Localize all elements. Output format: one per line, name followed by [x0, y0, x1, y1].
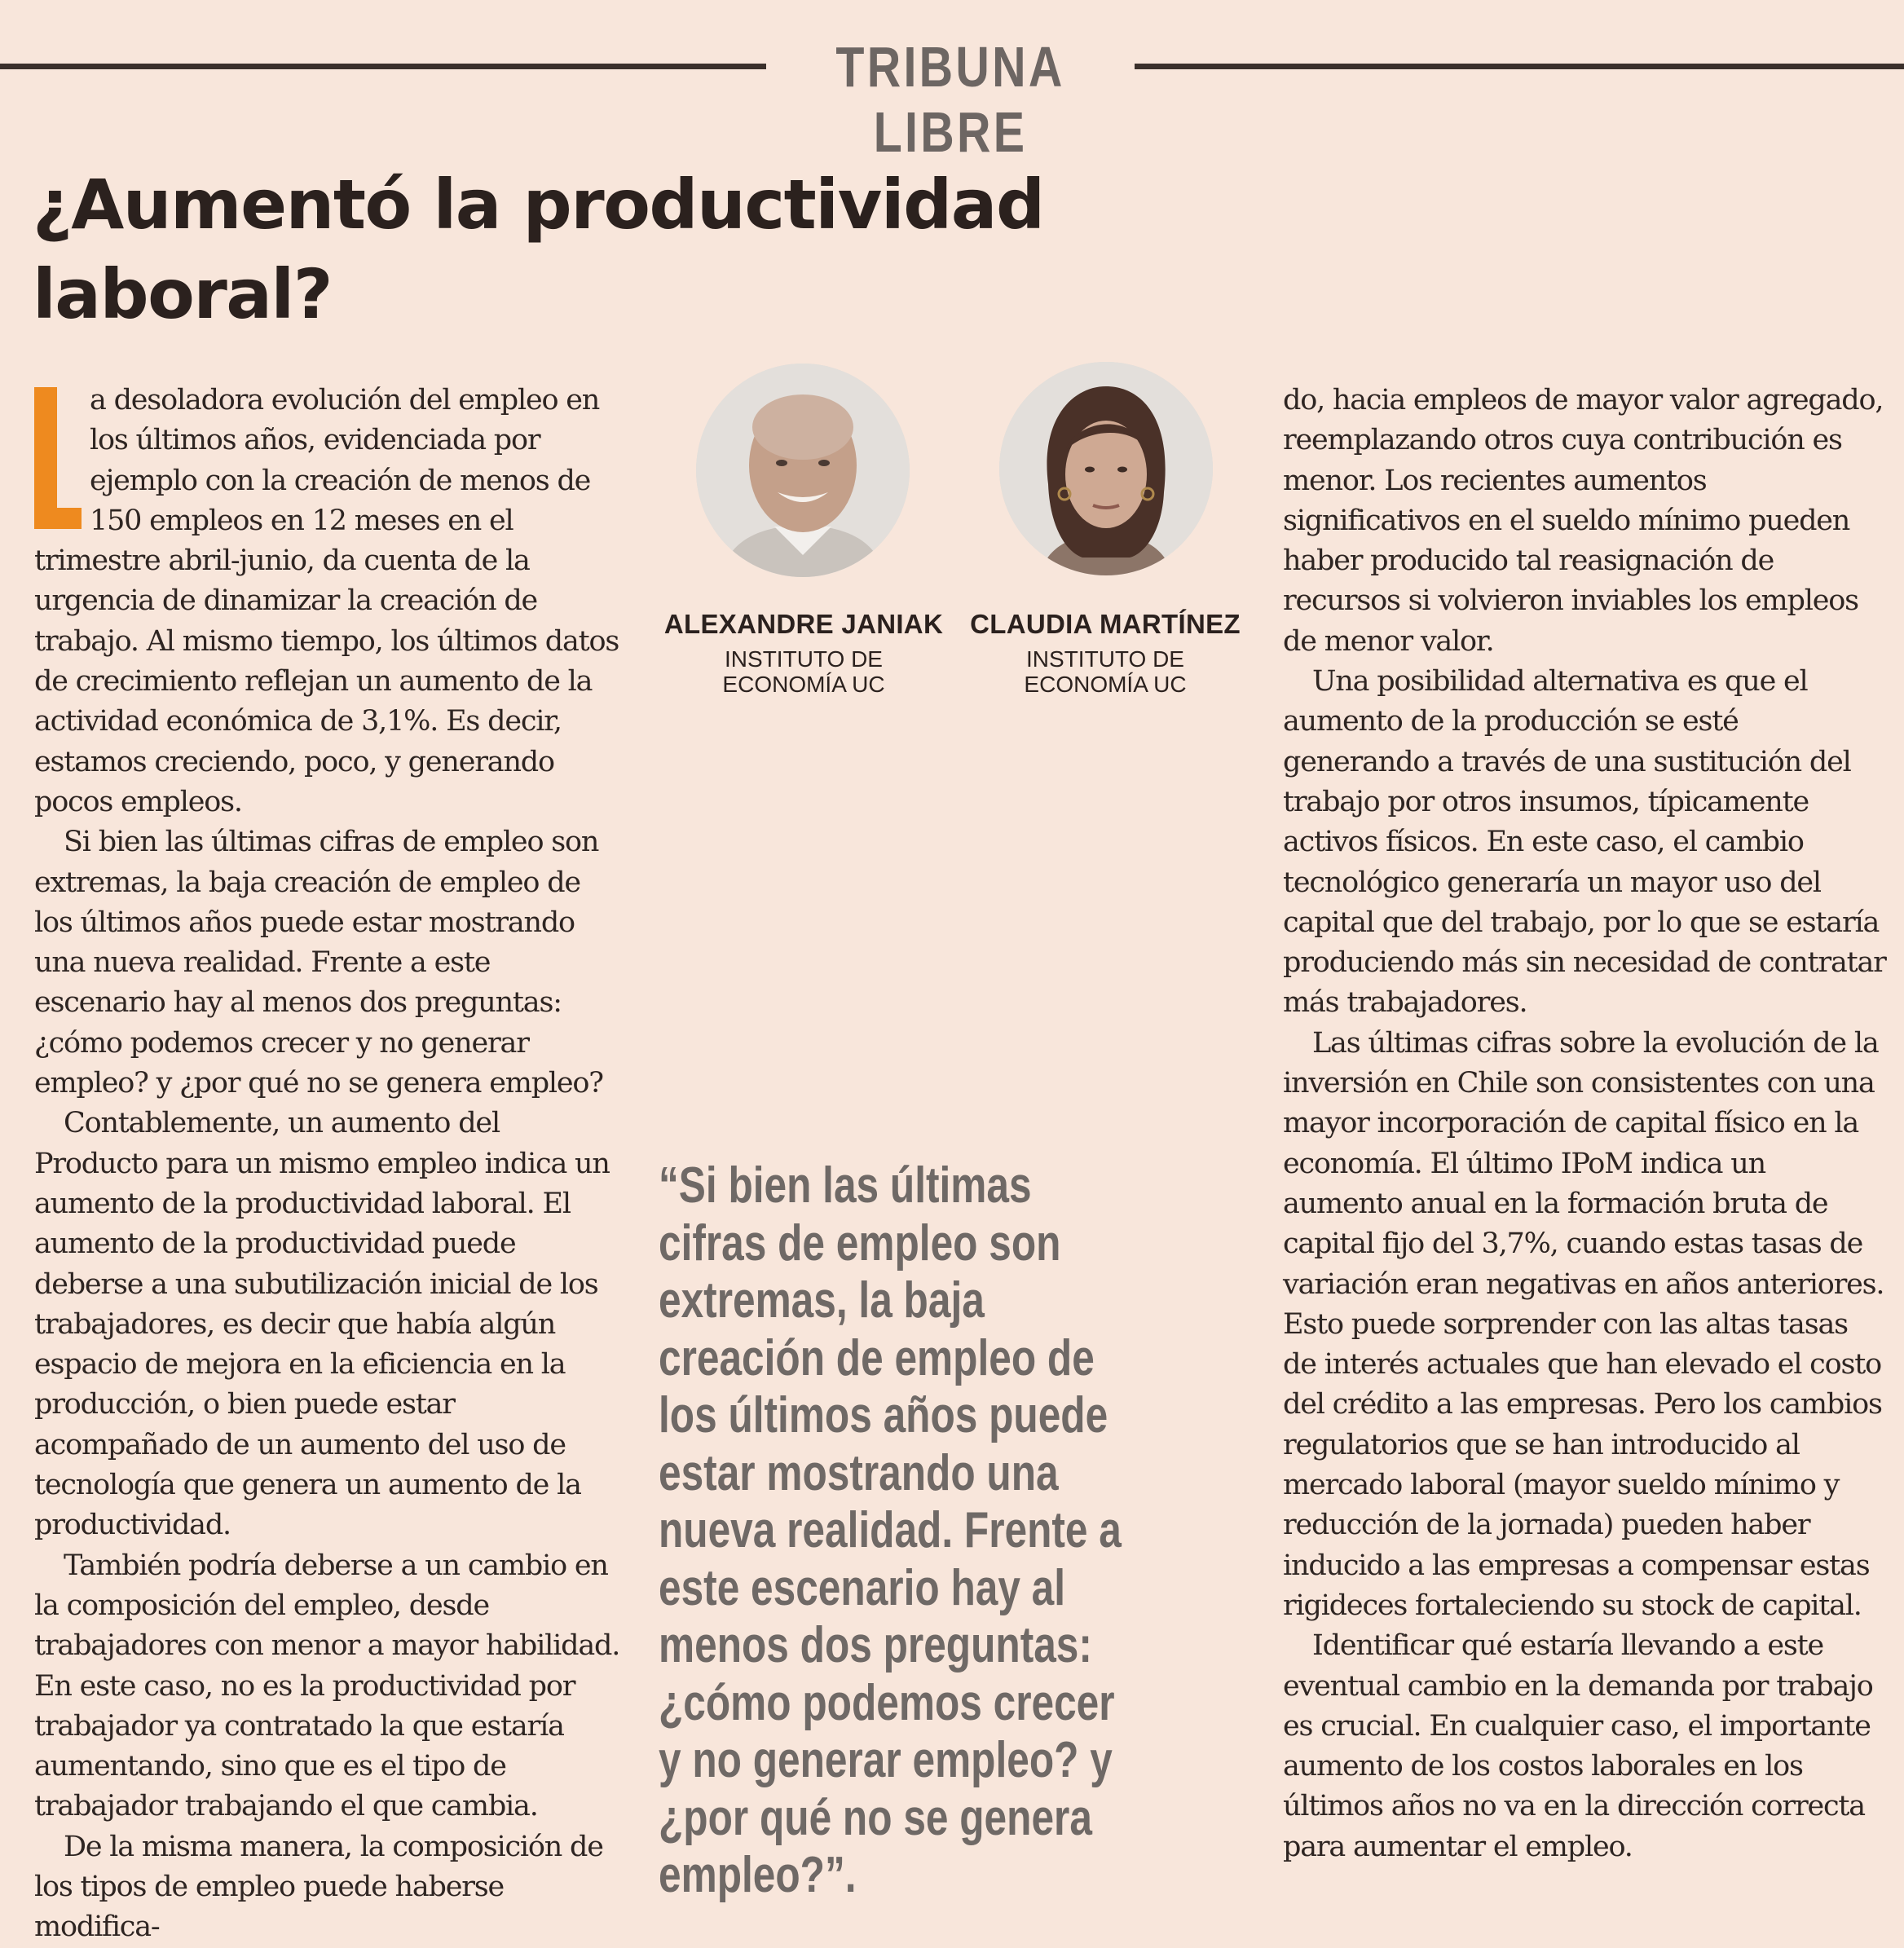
paragraph: De la misma manera, la composición de los tipos de empleo puede haberse modifica- — [34, 1830, 603, 1944]
article-column-3 — [1283, 381, 1886, 1867]
author-institution: ECONOMÍA UC — [1024, 672, 1187, 697]
paragraph: Identificar qué estaría llevando a este eventual cambio en la demanda por trabajo es crucial. En cualquier caso, el importante aumento de los costos laborales en los últimos años no va en la dirección correcta para aumentar el empleo. — [1283, 1629, 1873, 1863]
header-rule-right — [1135, 64, 1904, 69]
pull-quote: “Si bien las últimas cifras de empleo son extremas, la baja creación de empleo de los últimos años puede estar mostrando una nueva realidad. Frente a este escenario hay al menos dos preguntas: ¿cómo podemos crecer y no generar empleo? y ¿por qué no se genera empleo?”. — [659, 1157, 1122, 1903]
dropcap-letter — [34, 387, 83, 529]
header-rule-left — [0, 64, 766, 69]
article-column-1 — [34, 381, 621, 1948]
author-photo-janiak — [696, 364, 910, 577]
paragraph: do, hacia empleos de mayor valor agregado, reemplazando otros cuya contribución es menor. Los recientes aumentos significativos en el sueldo mínimo pueden haber producido tal reasignación de recursos si volvieron inviables los empleos de menor valor. — [1283, 384, 1884, 658]
paragraph: Si bien las últimas cifras de empleo son extremas, la baja creación de empleo de los últimos años puede estar mostrando una nueva realidad. Frente a este escenario hay al menos dos preguntas: ¿cómo podemos crecer y no generar empleo? y ¿por qué no se genera empleo? — [34, 826, 603, 1100]
author-name: ALEXANDRE JANIAK — [663, 609, 944, 639]
paragraph: a desoladora evolución del empleo en los últimos años, evidenciada por ejemplo con la creación de menos de 150 empleos en 12 meses en el trimestre abril-junio, da cuenta de la urgencia de dinamizar la creación de trabajo. Al mismo tiempo, los últimos datos de crecimiento reflejan un aumento de la actividad económica de 3,1%. Es decir, estamos creciendo, poco, y generando pocos empleos. — [34, 384, 619, 818]
paragraph: También podría deberse a un cambio en la composición del empleo, desde trabajadores con menor a mayor habilidad. En este caso, no es la productividad por trabajador ya contratado la que estaría aumentando, sino que es el tipo de trabajador trabajando el que cambia. — [34, 1549, 620, 1823]
author-institution: INSTITUTO DE — [1026, 646, 1184, 672]
headline: ¿Aumentó la productividad laboral? — [33, 165, 1044, 334]
paragraph: Una posibilidad alternativa es que el aumento de la producción se esté generando a través de una sustitución del trabajo por otros insumos, típicamente activos físicos. En este caso, el cambio tecnológico generaría un mayor uso del capital que del trabajo, por lo que se estaría produciendo más sin necesidad de contratar más trabajadores. — [1283, 665, 1886, 1020]
section-label: TRIBUNA LIBRE — [835, 35, 1065, 164]
author-photo-martinez — [999, 362, 1213, 575]
paragraph: Las últimas cifras sobre la evolución de la inversión en Chile son consistentes con una mayor incorporación de capital físico en la economía. El último IPoM indica un aumento anual en la formación bruta de capital fijo del 3,7%, cuando estas tasas de variación eran negativas en años anteriores. Esto puede sorprender con las altas tasas de interés actuales que han elevado el costo del crédito a las empresas. Pero los cambios regulatorios que se han introducido al mercado laboral (mayor sueldo mínimo y reducción de la jornada) pueden haber inducido a las empresas a compensar estas rigideces fortaleciendo su stock de capital. — [1283, 1026, 1884, 1622]
author-name: CLAUDIA MARTÍNEZ — [970, 609, 1241, 639]
author-institution: INSTITUTO DE — [725, 646, 883, 672]
paragraph: Contablemente, un aumento del Producto para un mismo empleo indica un aumento de la productividad laboral. El aumento de la productividad puede deberse a una subutilización inicial de los trabajadores, es decir que había algún espacio de mejora en la eficiencia en la producción, o bien puede estar acompañado de un aumento del uso de tecnología que genera un aumento de la productividad. — [34, 1107, 610, 1542]
author-institution: ECONOMÍA UC — [722, 672, 885, 697]
